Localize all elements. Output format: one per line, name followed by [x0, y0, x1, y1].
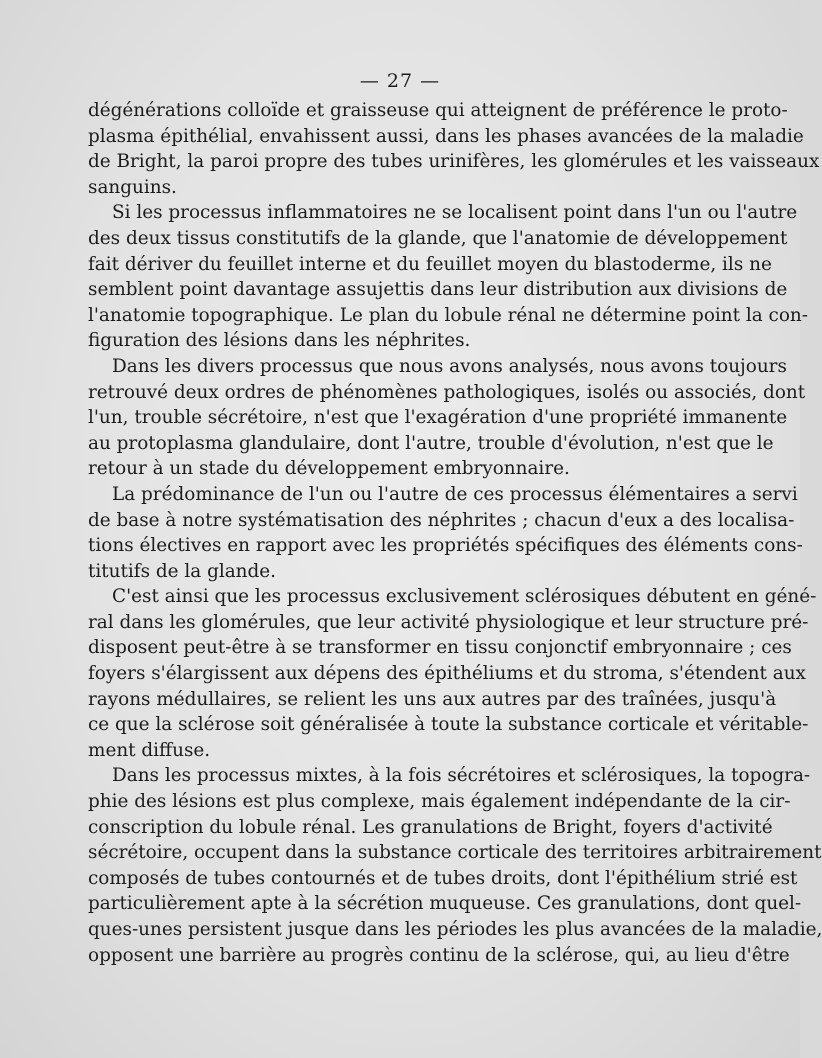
text-line: de Bright, la paroi propre des tubes urinifères, les glomérules et les vaisseaux — [88, 151, 820, 173]
text-line: sanguins. — [88, 176, 177, 198]
paragraph — [88, 763, 822, 968]
text-line: l'un, trouble sécrétoire, n'est que l'exagération d'une propriété immanente — [88, 407, 788, 429]
text-line: disposent peut-être à se transformer en tissu conjonctif embryonnaire ; ces — [88, 637, 792, 659]
text-line: C'est ainsi que les processus exclusivement sclérosiques débutent en géné- — [112, 586, 817, 608]
text-line: ral dans les glomérules, que leur activité physiologique et leur structure pré- — [88, 611, 809, 633]
text-line: sécrétoire, occupent dans la substance corticale des territoires arbitrairement — [88, 842, 822, 864]
text-line: composés de tubes contournés et de tubes droits, dont l'épithélium strié est — [88, 867, 798, 889]
text-line: retrouvé deux ordres de phénomènes pathologiques, isolés ou associés, dont — [88, 381, 806, 403]
text-line: particulièrement apte à la sécrétion muqueuse. Ces granulations, dont quel- — [88, 893, 802, 915]
text-line: au protoplasma glandulaire, dont l'autre, trouble d'évolution, n'est que le — [88, 432, 774, 454]
text-line: rayons médullaires, se relient les uns aux autres par des traînées, jusqu'à — [88, 688, 777, 710]
text-line: ques-unes persistent jusque dans les périodes les plus avancées de la maladie, — [88, 919, 822, 940]
text-line: tions électives en rapport avec les propriétés spécifiques des éléments cons- — [88, 535, 803, 557]
paragraph — [88, 354, 806, 482]
text-line: Dans les processus mixtes, à la fois sécrétoires et sclérosiques, la topogra- — [112, 765, 811, 787]
paragraph — [88, 482, 803, 584]
text-line: foyers s'élargissent aux dépens des épithéliums et du stroma, s'étendent aux — [88, 663, 806, 685]
text-line: fait dériver du feuillet interne et du feuillet moyen du blastoderme, ils ne — [88, 253, 772, 275]
paragraph — [88, 98, 820, 200]
text-line: conscription du lobule rénal. Les granulations de Bright, foyers d'activité — [88, 816, 773, 838]
page-number: — 27 — — [359, 70, 441, 92]
text-line: ce que la sclérose soit généralisée à toute la substance corticale et véritable- — [88, 714, 809, 736]
text-line: de base à notre systématisation des néphrites ; chacun d'eux a des localisa- — [88, 509, 795, 531]
text-line: La prédominance de l'un ou l'autre de ces processus élémentaires a servi — [112, 483, 798, 505]
text-line: figuration des lésions dans les néphrites. — [88, 330, 471, 352]
text-line: dégénérations colloïde et graisseuse qui atteignent de préférence le proto- — [88, 100, 788, 121]
text-line: phie des lésions est plus complexe, mais également indépendante de la cir- — [88, 791, 791, 813]
text-line: titutifs de la glande. — [88, 560, 277, 582]
paragraph — [88, 200, 808, 354]
text-line: Si les processus inflammatoires ne se localisent point dans l'un ou l'autre — [112, 202, 798, 224]
text-line: opposent une barrière au progrès continu de la sclérose, qui, au lieu d'être — [88, 944, 790, 966]
text-line: semblent point davantage assujettis dans leur distribution aux divisions de — [88, 279, 788, 301]
text-line: ment diffuse. — [88, 739, 211, 761]
text-line: Dans les divers processus que nous avons analysés, nous avons toujours — [112, 355, 787, 377]
text-line: des deux tissus constitutifs de la glande, que l'anatomie de développement — [88, 227, 788, 249]
text-line: plasma épithélial, envahissent aussi, dans les phases avancées de la maladie — [88, 125, 804, 147]
body-text — [88, 98, 822, 968]
paragraph — [88, 584, 817, 763]
text-line: l'anatomie topographique. Le plan du lobule rénal ne détermine point la con- — [88, 304, 808, 326]
text-line: retour à un stade du développement embryonnaire. — [88, 458, 570, 480]
